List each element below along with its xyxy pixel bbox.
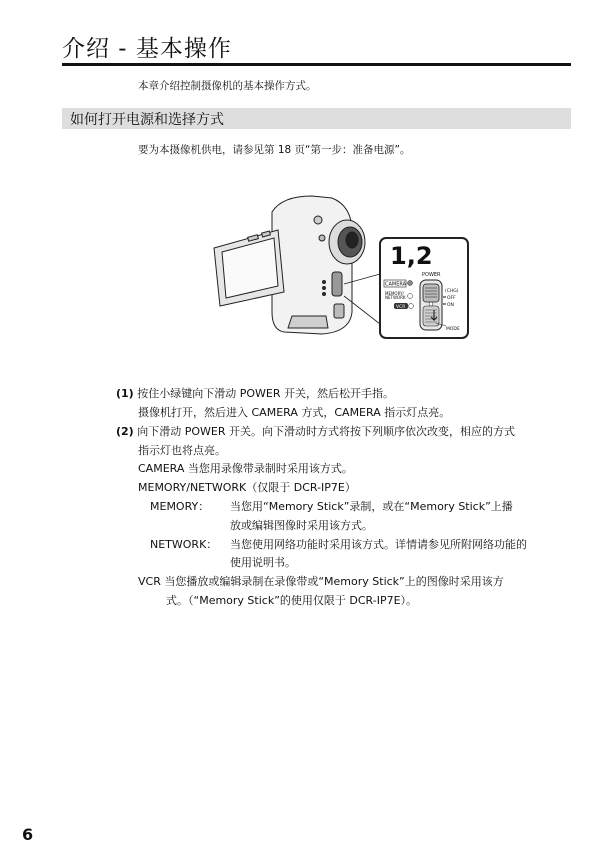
memory-network-mode: MEMORY/NETWORK（仅限于 DCR-IP7E） [138, 481, 356, 494]
step-2 [116, 422, 515, 441]
step-1-detail: 摄像机打开，然后进入 CAMERA 方式，CAMERA 指示灯点亮。 [138, 406, 451, 419]
step-2-text: 向下滑动 POWER 开关。向下滑动时方式将按下列顺序依次改变，相应的方式 [137, 425, 515, 438]
vcr-label: VCR [396, 305, 406, 310]
title-rule [62, 63, 571, 66]
camera-lamp [408, 281, 413, 286]
step-1 [116, 384, 394, 403]
step-1-number: (1) [116, 387, 134, 400]
section-title: 如何打开电源和选择方式 [70, 112, 224, 128]
page-number: 6 [22, 825, 34, 844]
intro-text: 本章介绍控制摄像机的基本操作方式。 [138, 80, 317, 92]
network-label: NETWORK [385, 295, 406, 300]
network-desc-2: 使用说明书。 [230, 556, 296, 569]
memory-desc-1: 当您用“Memory Stick”录制，或在“Memory Stick”上播 [230, 500, 513, 513]
power-note: 要为本摄像机供电，请参见第 18 页“第一步：准备电源”。 [138, 144, 411, 156]
vcr-lamp [409, 304, 414, 309]
power-label: POWER [422, 272, 441, 278]
mode-label: MODE [446, 327, 460, 332]
memory-term: MEMORY： [150, 500, 210, 513]
network-term: NETWORK： [150, 538, 218, 551]
page-title: 介绍 - 基本操作 [62, 36, 232, 62]
chg-label: (CHG) [445, 289, 459, 294]
memory-desc-2: 放或编辑图像时采用该方式。 [230, 519, 373, 532]
off-label: OFF [447, 296, 456, 301]
camcorder-figure [212, 192, 474, 342]
vcr-mode-desc: VCR 当您播放或编辑录制在录像带或“Memory Stick”上的图像时采用该方 [138, 575, 504, 588]
memory-lamp [408, 294, 413, 299]
camcorder-body [272, 196, 365, 334]
vcr-mode-desc-cont: 式。（“Memory Stick”的使用仅限于 DCR-IP7E）。 [166, 594, 418, 607]
step-2-text-cont: 指示灯也将点亮。 [138, 444, 226, 457]
section-header [62, 108, 571, 129]
network-desc-1: 当您使用网络功能时采用该方式。详情请参见所附网络功能的 [230, 538, 527, 551]
on-label: ON [447, 303, 454, 308]
camera-label: CAMERA [385, 281, 407, 288]
step-1-text: 按住小绿键向下滑动 POWER 开关，然后松开手指。 [137, 387, 394, 400]
power-slider-knob[interactable] [423, 284, 439, 302]
memory-label: MEMORY/ [385, 291, 404, 296]
step-2-number: (2) [116, 425, 134, 438]
lcd-panel [214, 230, 284, 306]
camera-mode-desc: CAMERA 当您用录像带录制时采用该方式。 [138, 462, 353, 475]
camcorder-illustration [212, 192, 474, 342]
callout-number: 1,2 [390, 242, 433, 270]
